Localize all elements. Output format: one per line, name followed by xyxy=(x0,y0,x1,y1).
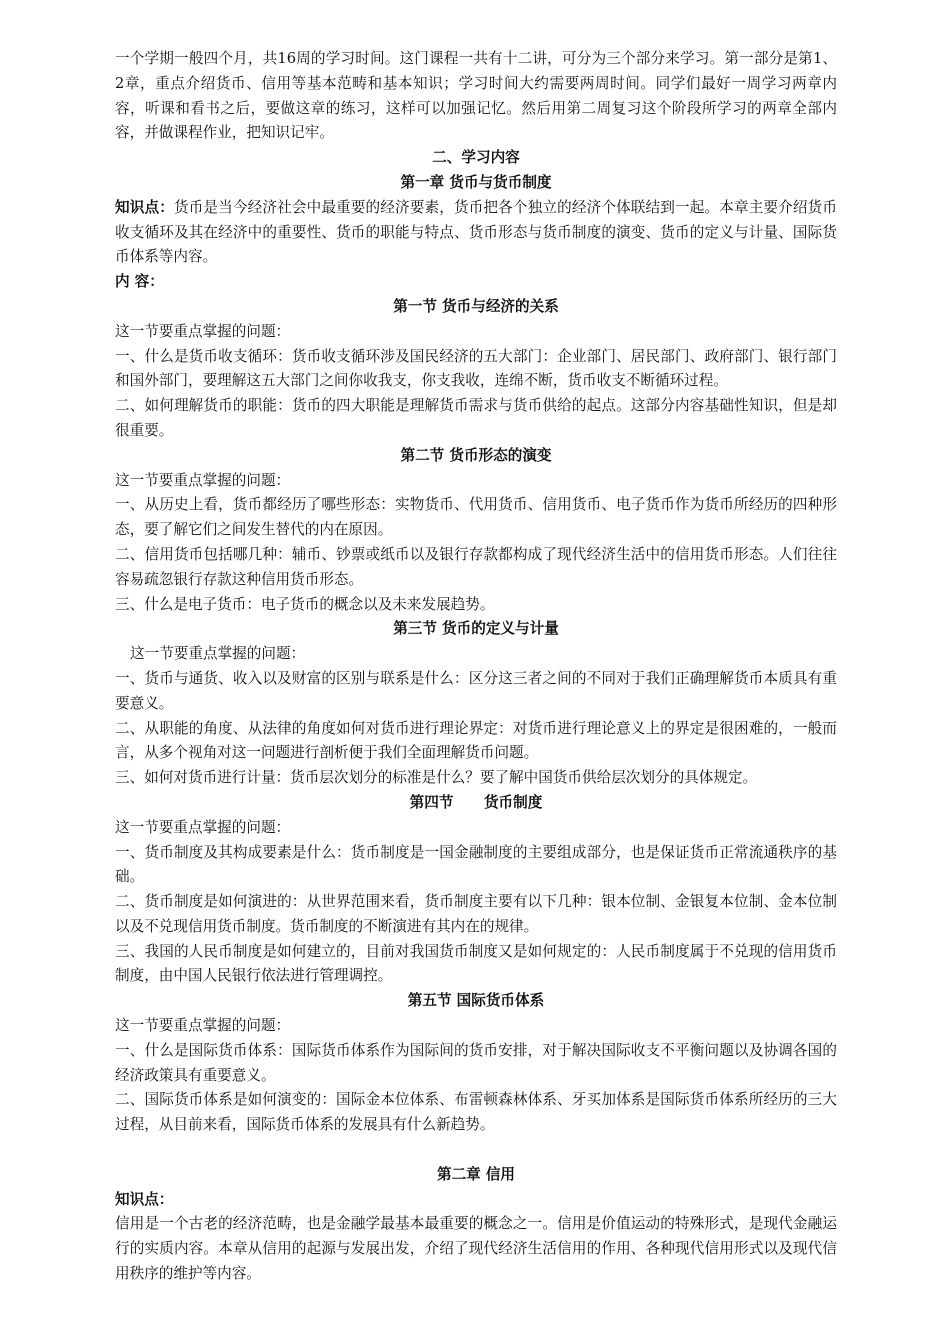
section-4-point-2: 二、货币制度是如何演进的：从世界范围来看，货币制度主要有以下几种：银本位制、金银复本位制、金本位制以及不兑现信用货币制度。货币制度的不断演进有其内在的规律。 xyxy=(115,893,837,935)
section-5-lead: 这一节要重点掌握的问题： xyxy=(115,1017,291,1035)
section-4-title: 第四节 货币制度 xyxy=(409,793,543,811)
section-1-lead: 这一节要重点掌握的问题： xyxy=(115,322,291,340)
section-2-title: 第二节 货币形态的演变 xyxy=(400,446,552,464)
section-2-point-2: 二、信用货币包括哪几种：辅币、钞票或纸币以及银行存款都构成了现代经济生活中的信用货币形态。人们往往容易疏忽银行存款这种信用货币形态。 xyxy=(115,545,837,588)
section-2-point-3: 三、什么是电子货币：电子货币的概念以及未来发展趋势。 xyxy=(115,595,495,613)
chapter-2-title: 第二章 信用 xyxy=(436,1165,516,1183)
section-heading: 二、学习内容 xyxy=(432,149,520,167)
chapter-2-knowledge-label: 知识点： xyxy=(115,1190,174,1208)
section-1-point-2: 二、如何理解货币的职能：货币的四大职能是理解货币需求与货币供给的起点。这部分内容基础性知识，但是却很重要。 xyxy=(115,397,837,439)
section-5-title: 第五节 国际货币体系 xyxy=(407,992,545,1010)
knowledge-points-label: 知识点： xyxy=(115,198,174,216)
section-4-lead: 这一节要重点掌握的问题： xyxy=(115,818,291,836)
section-1-title: 第一节 货币与经济的关系 xyxy=(393,297,559,315)
section-3-lead: 这一节要重点掌握的问题： xyxy=(130,645,306,663)
chapter-1-knowledge-points xyxy=(115,196,837,270)
intro-paragraph: 一个学期一般四个月，共16周的学习时间。这门课程一共有十二讲，可分为三个部分来学习。第一部分是第1、2章，重点介绍货币、信用等基本范畴和基本知识；学习时间大约需要两周时间。同学们最好一周学习两章内容，听课和看书之后，要做这章的练习，这样可以加强记忆。然后用第二周复习这个阶段所学习的两章全部内容，并做课程作业，把知识记牢。 xyxy=(115,50,837,142)
knowledge-points-text: 货币是当今经济社会中最重要的经济要素，货币把各个独立的经济个体联结到一起。本章主要介绍货币收支循环及其在经济中的重要性、货币的职能与特点、货币形态与货币制度的演变、货币的定义与计量、国际货币体系等内容。 xyxy=(115,198,837,266)
chapter-1-title: 第一章 货币与货币制度 xyxy=(400,173,552,191)
chapter-2-knowledge-text: 信用是一个古老的经济范畴，也是金融学最基本最重要的概念之一。信用是价值运动的特殊形式，是现代金融运行的实质内容。本章从信用的起源与发展出发，介绍了现代经济生活信用的作用、各种现代信用形式以及现代信用秩序的维护等内容。 xyxy=(115,1215,837,1283)
section-2-lead: 这一节要重点掌握的问题： xyxy=(115,471,291,489)
content-label: 内 容： xyxy=(115,273,164,291)
section-3-point-2: 二、从职能的角度、从法律的角度如何对货币进行理论界定：对货币进行理论意义上的界定是很困难的，一般而言，从多个视角对这一问题进行剖析便于我们全面理解货币问题。 xyxy=(115,719,837,762)
section-2-point-1: 一、从历史上看，货币都经历了哪些形态：实物货币、代用货币、信用货币、电子货币作为货币所经历的四种形态，要了解它们之间发生替代的内在原因。 xyxy=(115,496,837,539)
section-3-title: 第三节 货币的定义与计量 xyxy=(393,620,559,638)
document-page xyxy=(115,47,837,1287)
section-4-point-1: 一、货币制度及其构成要素是什么：货币制度是一国金融制度的主要组成部分，也是保证货币正常流通秩序的基础。 xyxy=(115,843,837,886)
blank-line xyxy=(115,1138,837,1163)
section-3-point-1: 一、货币与通货、收入以及财富的区别与联系是什么：区分这三者之间的不同对于我们正确理解货币本质具有重要意义。 xyxy=(115,669,837,712)
section-5-point-2: 二、国际货币体系是如何演变的：国际金本位体系、布雷顿森林体系、牙买加体系是国际货币体系所经历的三大过程，从目前来看，国际货币体系的发展具有什么新趋势。 xyxy=(115,1091,837,1134)
section-4-point-3: 三、我国的人民币制度是如何建立的，目前对我国货币制度又是如何规定的：人民币制度属于不兑现的信用货币制度，由中国人民银行依法进行管理调控。 xyxy=(115,942,837,985)
section-5-point-1: 一、什么是国际货币体系：国际货币体系作为国际间的货币安排，对于解决国际收支不平衡问题以及协调各国的经济政策具有重要意义。 xyxy=(115,1041,837,1084)
section-1-point-1: 一、什么是货币收支循环：货币收支循环涉及国民经济的五大部门：企业部门、居民部门、政府部门、银行部门和国外部门，要理解这五大部门之间你收我支，你支我收，连绵不断，货币收支不断循环过程。 xyxy=(115,347,837,390)
section-3-point-3: 三、如何对货币进行计量：货币层次划分的标准是什么？要了解中国货币供给层次划分的具体规定。 xyxy=(115,769,758,787)
